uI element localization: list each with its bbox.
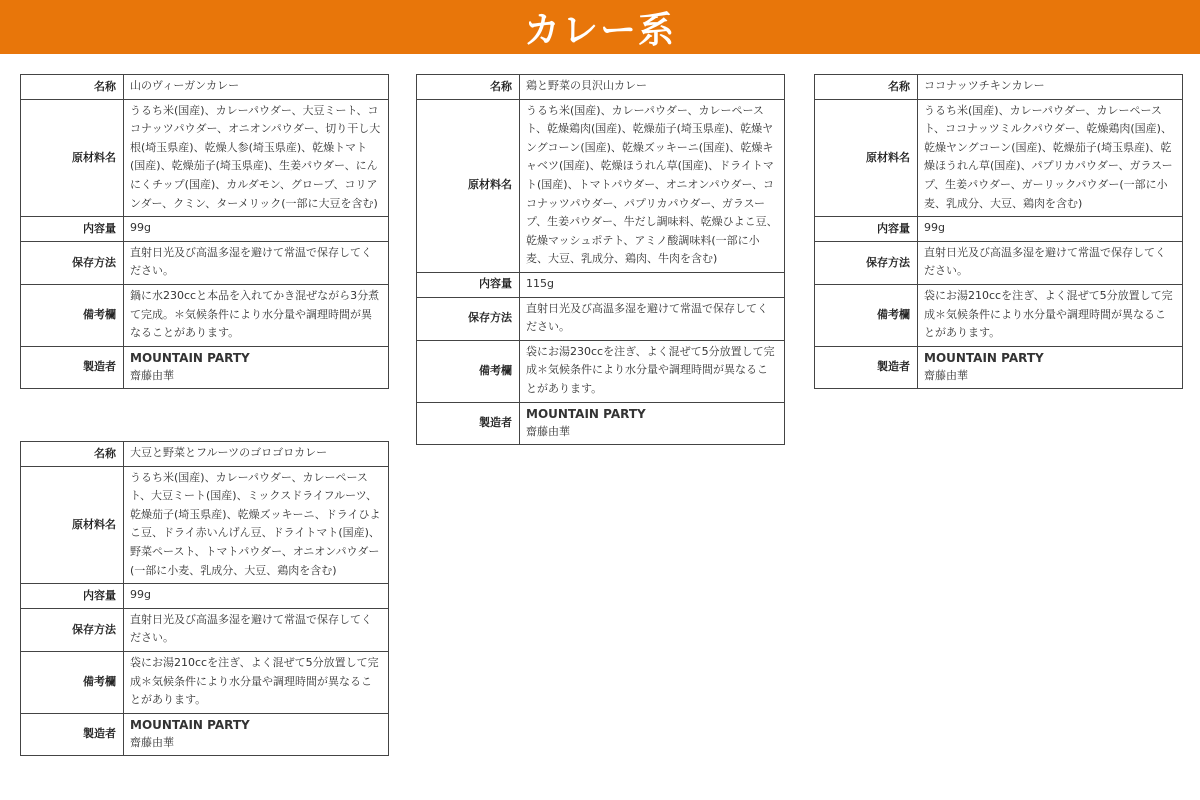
label-ingredients: 原材料名 xyxy=(21,466,124,584)
value-storage: 直射日光及び高温多湿を避けて常温で保存してください。 xyxy=(124,608,389,651)
label-manufacturer: 製造者 xyxy=(417,402,520,444)
label-name: 名称 xyxy=(21,75,124,100)
manufacturer-name: MOUNTAIN PARTY xyxy=(924,350,1044,365)
row-ingredients xyxy=(417,99,785,272)
value-ingredients: うるち米(国産)、カレーパウダー、カレーペースト、ココナッツミルクパウダー、乾燥鶏肉(国産)、乾燥ヤングコーン(国産)、乾燥茄子(埼玉県産)、乾燥ほうれん草(国産)、パプリカパウダー、ガラスープ、生姜パウダー、ガーリックパウダー(一部に小麦、乳成分、大豆、鶏肉を含む) xyxy=(918,99,1183,217)
value-manufacturer xyxy=(124,346,389,388)
value-manufacturer xyxy=(918,346,1183,388)
row-storage xyxy=(21,241,389,284)
value-manufacturer xyxy=(520,402,785,444)
row-manufacturer xyxy=(815,346,1183,388)
value-ingredients: うるち米(国産)、カレーパウダー、大豆ミート、ココナッツパウダー、オニオンパウダー、切り干し大根(埼玉県産)、乾燥人参(埼玉県産)、乾燥トマト(国産)、乾燥茄子(埼玉県産)、生姜パウダー、にんにくチップ(国産)、カルダモン、グローブ、コリアンダー、クミン、ターメリック(一部に大豆を含む) xyxy=(124,99,389,217)
manufacturer-person: 齋藤由華 xyxy=(924,368,968,382)
label-storage: 保存方法 xyxy=(417,297,520,340)
row-content xyxy=(815,217,1183,242)
label-manufacturer: 製造者 xyxy=(21,346,124,388)
banner xyxy=(0,0,1200,54)
row-content xyxy=(21,584,389,609)
row-notes xyxy=(21,651,389,713)
banner-title: カレー系 xyxy=(523,9,676,51)
row-storage xyxy=(815,241,1183,284)
row-name xyxy=(21,442,389,467)
row-ingredients xyxy=(815,99,1183,217)
row-ingredients xyxy=(21,466,389,584)
label-content: 内容量 xyxy=(21,217,124,242)
row-content xyxy=(21,217,389,242)
manufacturer-person: 齋藤由華 xyxy=(130,735,174,749)
value-name: 大豆と野菜とフルーツのゴロゴロカレー xyxy=(124,442,389,467)
value-storage: 直射日光及び高温多湿を避けて常温で保存してください。 xyxy=(124,241,389,284)
product-table-2 xyxy=(416,74,785,445)
label-storage: 保存方法 xyxy=(21,608,124,651)
label-manufacturer: 製造者 xyxy=(815,346,918,388)
value-storage: 直射日光及び高温多湿を避けて常温で保存してください。 xyxy=(520,297,785,340)
manufacturer-name: MOUNTAIN PARTY xyxy=(130,717,250,732)
label-storage: 保存方法 xyxy=(21,241,124,284)
row-name xyxy=(815,75,1183,100)
row-notes xyxy=(815,284,1183,346)
row-name xyxy=(21,75,389,100)
value-ingredients: うるち米(国産)、カレーパウダー、カレーペースト、大豆ミート(国産)、ミックスドライフルーツ、乾燥茄子(埼玉県産)、乾燥ズッキーニ、ドライひよこ豆、ドライ赤いんげん豆、ドライトマト(国産)、野菜ペースト、トマトパウダー、オニオンパウダー(一部に小麦、乳成分、大豆、鶏肉を含む) xyxy=(124,466,389,584)
value-name: 山のヴィーガンカレー xyxy=(124,75,389,100)
label-notes: 備考欄 xyxy=(417,340,520,402)
row-storage xyxy=(21,608,389,651)
label-notes: 備考欄 xyxy=(21,284,124,346)
value-content: 99g xyxy=(124,217,389,242)
value-notes: 袋にお湯230ccを注ぎ、よく混ぜて5分放置して完成＊気候条件により水分量や調理時間が異なることがあります。 xyxy=(520,340,785,402)
product-table-3 xyxy=(814,74,1183,389)
label-content: 内容量 xyxy=(815,217,918,242)
label-ingredients: 原材料名 xyxy=(21,99,124,217)
manufacturer-name: MOUNTAIN PARTY xyxy=(130,350,250,365)
row-manufacturer xyxy=(21,346,389,388)
label-notes: 備考欄 xyxy=(21,651,124,713)
manufacturer-person: 齋藤由華 xyxy=(526,424,570,438)
value-content: 115g xyxy=(520,272,785,297)
label-ingredients: 原材料名 xyxy=(815,99,918,217)
label-name: 名称 xyxy=(417,75,520,100)
value-content: 99g xyxy=(124,584,389,609)
value-manufacturer xyxy=(124,713,389,755)
row-storage xyxy=(417,297,785,340)
product-table-1 xyxy=(20,74,389,389)
value-notes: 袋にお湯210ccを注ぎ、よく混ぜて5分放置して完成＊気候条件により水分量や調理時間が異なることがあります。 xyxy=(918,284,1183,346)
row-manufacturer xyxy=(417,402,785,444)
label-content: 内容量 xyxy=(417,272,520,297)
product-table-4 xyxy=(20,441,389,756)
manufacturer-name: MOUNTAIN PARTY xyxy=(526,406,646,421)
label-notes: 備考欄 xyxy=(815,284,918,346)
label-content: 内容量 xyxy=(21,584,124,609)
row-ingredients xyxy=(21,99,389,217)
label-manufacturer: 製造者 xyxy=(21,713,124,755)
label-name: 名称 xyxy=(21,442,124,467)
value-notes: 袋にお湯210ccを注ぎ、よく混ぜて5分放置して完成＊気候条件により水分量や調理時間が異なることがあります。 xyxy=(124,651,389,713)
label-name: 名称 xyxy=(815,75,918,100)
label-ingredients: 原材料名 xyxy=(417,99,520,272)
row-notes xyxy=(417,340,785,402)
value-name: 鶏と野菜の貝沢山カレー xyxy=(520,75,785,100)
row-manufacturer xyxy=(21,713,389,755)
value-storage: 直射日光及び高温多湿を避けて常温で保存してください。 xyxy=(918,241,1183,284)
value-notes: 鍋に水230ccと本品を入れてかき混ぜながら3分煮て完成。＊気候条件により水分量や調理時間が異なることがあります。 xyxy=(124,284,389,346)
value-name: ココナッツチキンカレー xyxy=(918,75,1183,100)
label-storage: 保存方法 xyxy=(815,241,918,284)
row-notes xyxy=(21,284,389,346)
manufacturer-person: 齋藤由華 xyxy=(130,368,174,382)
row-name xyxy=(417,75,785,100)
value-content: 99g xyxy=(918,217,1183,242)
row-content xyxy=(417,272,785,297)
value-ingredients: うるち米(国産)、カレーパウダー、カレーペースト、乾燥鶏肉(国産)、乾燥茄子(埼玉県産)、乾燥ヤングコーン(国産)、乾燥ズッキーニ(国産)、乾燥キャベツ(国産)、乾燥ほうれん草(国産)、ドライトマト(国産)、トマトパウダー、オニオンパウダー、ココナッツパウダー、パプリカパウダー、ガラスープ、生姜パウダー、牛だし調味料、乾燥ひよこ豆、乾燥マッシュポテト、アミノ酸調味料(一部に小麦、大豆、乳成分、鶏肉、牛肉を含む) xyxy=(520,99,785,272)
